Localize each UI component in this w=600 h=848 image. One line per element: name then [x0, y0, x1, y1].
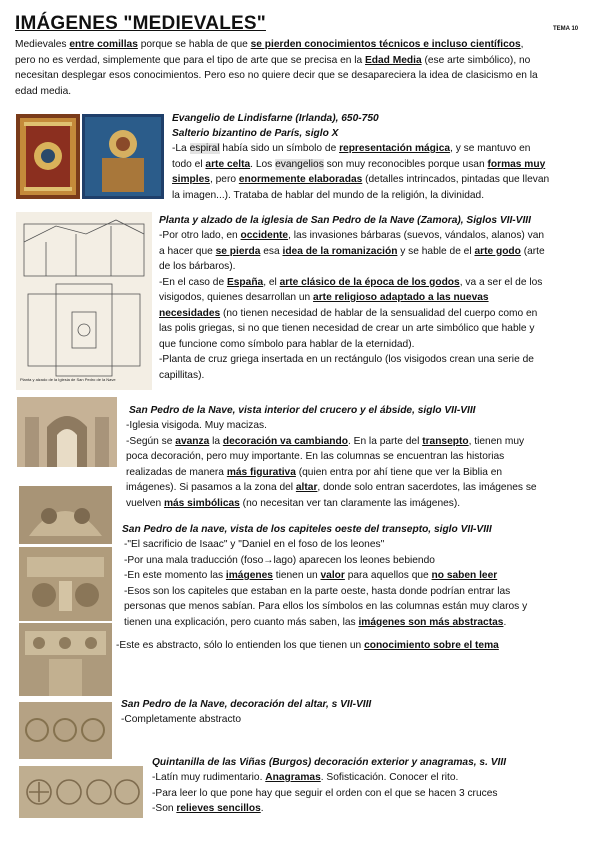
- quintanilla-relief-image: [19, 766, 143, 818]
- plan-caption: Planta y alzado de la Iglesia de San Pedro de la Nave: [20, 377, 116, 382]
- altar-decoration-image: [19, 702, 112, 759]
- s7-heading: Quintanilla de las Viñas (Burgos) decoración exterior y anagramas, s. VIII: [152, 757, 507, 768]
- s4-heading: San Pedro de la nave, vista de los capiteles oeste del transepto, siglo VII-VIII: [122, 524, 492, 535]
- s1-heading-1: Evangelio de Lindisfarne (Irlanda), 650-750: [172, 113, 379, 124]
- s2-heading: Planta y alzado de la iglesia de San Pedro de la Nave (Zamora), Siglos VII-VIII: [159, 215, 531, 226]
- capital-daniel-image: [19, 547, 112, 621]
- byzantine-psalter-image: [82, 114, 164, 199]
- s3-text: -Iglesia visigoda. Muy macizas. -Según se avanza la decoración va cambiando. En la parte del transepto, tienen muy poca decoración, pero muy importante. En las columnas se encuentran las historias realizadas de manera más figurativa (quien entra por ahí tiene que ver la Biblia en imágenes). Si pasamos a la zona del altar, donde solo entran sacerdotes, las imágenes se vuelven más simbólicas (no necesitan ver tan claramente las imágenes).: [126, 420, 537, 509]
- s6-text: -Completamente abstracto: [121, 714, 242, 725]
- page-title: IMÁGENES "MEDIEVALES": [15, 13, 266, 34]
- abstract-capital-image: [19, 623, 112, 696]
- lindisfarne-image: [16, 114, 80, 199]
- tema-label: TEMA 10: [553, 26, 579, 32]
- church-interior-image: [17, 397, 117, 467]
- s5-text: -Este es abstracto, sólo lo entienden los que tienen un conocimiento sobre el tema: [116, 640, 499, 651]
- capital-isaac-image: [19, 486, 112, 544]
- s4-text: -"El sacrificio de Isaac" y "Daniel en el foso de los leones" -Por una mala traducción (foso→lago) aparecen los leones bebiendo -En este momento las imágenes tienen un valor para aquellos que no saben leer -Esos son los capiteles que estaban en la parte oeste, hasta donde podrían entrar las personas que menos sabían. Para ellos los símbolos en las columnas están muy claros y tienen una explicación, pero cuanto más saben, las imágenes son más abstractas.: [124, 539, 528, 628]
- s2-text: -Por otro lado, en occidente, las invasiones bárbaras (suevos, vándalos, alanos) van a hacer que se pierda esa idea de la romanización y se hable de el arte godo (arte de los bárbaros). -En el caso de España, el arte clásico de la época de los godos, va a ser el de los visigodos, quienes desarrollan un arte religioso adaptado a las nuevas necesidades (no tienen necesidad de hablar de la sensualidad del cuerpo como en las polis griegas, si no que tienen necesidad de crear un arte simbólico que hable y que funcione como símbolo para hablar de la eternidad). -Planta de cruz griega insertada en un rectángulo (los visigodos crean una serie de capillitas).: [159, 230, 545, 381]
- s1-heading-2: Salterio bizantino de París, siglo X: [172, 128, 339, 139]
- s6-heading: San Pedro de la Nave, decoración del altar, s VII-VIII: [121, 699, 372, 710]
- s3-heading: San Pedro de la Nave, vista interior del crucero y el ábside, siglo VII-VIII: [129, 405, 476, 416]
- intro-paragraph: Medievales entre comillas porque se habla de que se pierden conocimientos técnicos e incluso científicos, pero no es verdad, simplemente que para el tipo de arte que se precisa en la Edad Media (ese arte simbólico), no necesitan desplegar esos conocimientos. Pero eso no quiere decir que se desapareciera la idea de clasicismo en la edad media.: [15, 39, 538, 97]
- s7-text: -Latín muy rudimentario. Anagramas. Sofisticación. Conocer el rito. -Para leer lo que pone hay que seguir el orden con el que se hacen 3 cruces -Son relieves sencillos.: [152, 772, 498, 814]
- church-plan-image: [16, 212, 152, 390]
- s1-text: -La espiral había sido un símbolo de representación mágica, y se mantuvo en todo el arte celta. Los evangelios son muy reconocibles porque usan formas muy simples, pero enormemente elaboradas (detalles intrincados, pintadas que llevan la imagen...). Trataba de hablar del mundo de la religión, la divinidad.: [172, 143, 550, 201]
